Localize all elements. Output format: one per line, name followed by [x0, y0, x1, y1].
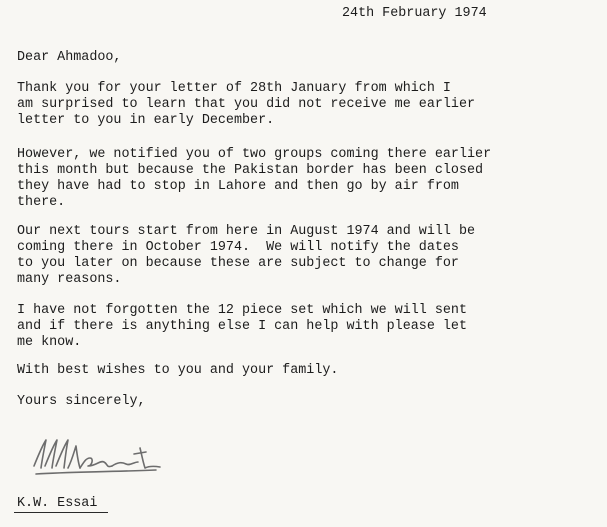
paragraph-line: many reasons.	[17, 272, 122, 287]
paragraph-line: am surprised to learn that you did not receive me earlier	[17, 97, 476, 112]
paragraph-1	[17, 81, 475, 129]
paragraph-line: Our next tours start from here in August 1974 and will be	[17, 224, 476, 239]
paragraph-line: to you later on because these are subject to change for	[17, 256, 459, 271]
paragraph-line: With best wishes to you and your family.	[17, 363, 339, 378]
paragraph-line: and if there is anything else I can help with please let	[17, 319, 467, 334]
paragraph-2	[17, 147, 491, 211]
paragraph-3	[17, 224, 475, 288]
letter-date: 24th February 1974	[342, 6, 487, 21]
paragraph-line: this month but because the Pakistan border has been closed	[17, 163, 484, 178]
paragraph-line: they have had to stop in Lahore and then go by air from	[17, 179, 459, 194]
salutation: Dear Ahmadoo,	[17, 50, 122, 65]
paragraph-line: However, we notified you of two groups coming there earlier	[17, 147, 492, 162]
signer-name: K.W. Essai	[17, 496, 98, 511]
paragraph-5	[17, 363, 338, 379]
paragraph-line: letter to you in early December.	[17, 113, 275, 128]
paragraph-line: I have not forgotten the 12 piece set which we will sent	[17, 303, 467, 318]
signature-underline	[14, 512, 108, 513]
paragraph-line: Thank you for your letter of 28th January from which I	[17, 81, 451, 96]
paragraph-line: there.	[17, 195, 66, 210]
paragraph-4	[17, 303, 467, 351]
paragraph-line: coming there in October 1974. We will notify the dates	[17, 240, 459, 255]
handwritten-signature	[28, 432, 168, 480]
paragraph-line: me know.	[17, 335, 82, 350]
closing: Yours sincerely,	[17, 394, 146, 409]
